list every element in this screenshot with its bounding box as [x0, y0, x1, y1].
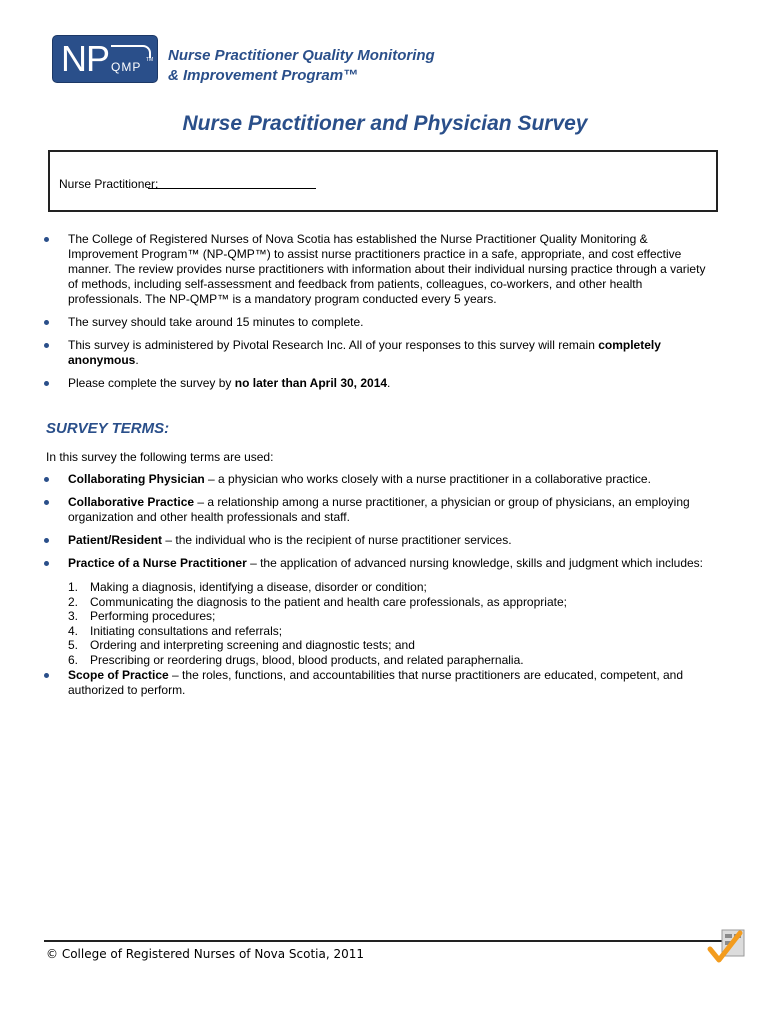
bullet-icon: [44, 477, 49, 482]
intro-bullet: [0, 376, 770, 391]
nurse-practitioner-label: Nurse Practitioner:: [59, 177, 159, 191]
numbered-item: [68, 653, 567, 668]
program-title-line2: & Improvement Program™: [168, 67, 359, 84]
intro-bullet-text: Please complete the survey by: [68, 376, 235, 390]
terms-list: [0, 472, 770, 579]
term-definition: – the application of advanced nursing knowledge, skills and judgment which includes:: [246, 556, 704, 570]
np-qmp-logo: [52, 35, 158, 83]
item-text: Performing procedures;: [90, 609, 216, 623]
intro-bullet-text: The College of Registered Nurses of Nova Scotia has established the Nurse Practitioner Quality Monitoring & Improvement Program™ (NP-QMP™) to assist nurse practitioners practice in a safe, appropriate, and cost effective manner. The review provides nurse practitioners with information about their individual nursing practice through a variety of methods, including self-assessment and feedback from patients, colleagues, co-workers, and other health professionals. The NP-QMP™ is a mandatory program conducted every 5 years.: [68, 232, 706, 306]
footer-copyright: © College of Registered Nurses of Nova Scotia, 2011: [46, 947, 365, 961]
bullet-icon: [44, 381, 49, 386]
logo-arc: [111, 45, 151, 58]
term-name: Collaborative Practice: [68, 495, 195, 509]
bullet-icon: [44, 500, 49, 505]
item-number: 4.: [68, 623, 79, 638]
term-definition: – the roles, functions, and accountabilities that nurse practitioners are educated, competent, and authorized to perform.: [68, 668, 684, 697]
bullet-icon: [44, 343, 49, 348]
survey-terms-heading: SURVEY TERMS:: [46, 420, 170, 437]
bullet-icon: [44, 561, 49, 566]
footer-divider: [44, 940, 738, 942]
term-item: [0, 533, 770, 548]
term-definition: – the individual who is the recipient of nurse practitioner services.: [162, 533, 512, 547]
anonymous-emphasis: completely anonymous: [68, 338, 661, 367]
item-text: Making a diagnosis, identifying a disease, disorder or condition;: [90, 580, 427, 594]
item-number: 6.: [68, 652, 79, 667]
item-number: 3.: [68, 609, 79, 623]
term-name: Patient/Resident: [68, 533, 163, 547]
intro-bullet: [0, 232, 770, 307]
program-title-line1: Nurse Practitioner Quality Monitoring: [168, 47, 435, 64]
bullet-icon: [44, 237, 49, 242]
term-item: [0, 472, 770, 487]
term-item: [0, 668, 770, 698]
numbered-item: [68, 580, 567, 595]
logo-qmp-text: QMP: [111, 60, 142, 74]
intro-bullet-text-end: .: [135, 353, 139, 367]
item-text: Communicating the diagnosis to the patient and health care professionals, as appropriate;: [90, 594, 567, 609]
intro-bullet-text-end: .: [387, 376, 391, 390]
practice-numbered-list: [68, 580, 567, 667]
intro-bullet: [0, 315, 770, 330]
survey-terms-intro: In this survey the following terms are used:: [46, 450, 274, 464]
item-text: Ordering and interpreting screening and diagnostic tests; and: [90, 638, 415, 652]
item-number: 5.: [68, 638, 79, 652]
term-definition: – a physician who works closely with a nurse practitioner in a collaborative practice.: [204, 472, 651, 486]
numbered-item: [68, 609, 567, 624]
term-item: [0, 495, 770, 525]
checkmark-icon: [706, 927, 748, 967]
item-number: 1.: [68, 580, 79, 594]
bullet-icon: [44, 538, 49, 543]
item-number: 2.: [68, 594, 79, 609]
program-title: [168, 46, 468, 86]
survey-title: Nurse Practitioner and Physician Survey: [182, 112, 588, 135]
intro-bullet-text: This survey is administered by Pivotal Research Inc. All of your responses to this survey will remain: [68, 338, 599, 352]
term-name: Practice of a Nurse Practitioner: [68, 556, 247, 570]
item-text: Initiating consultations and referrals;: [90, 623, 283, 638]
term-name: Scope of Practice: [68, 668, 169, 682]
term-definition: – a relationship among a nurse practitioner, a physician or group of physicians, an employing organization and other health professionals and staff.: [68, 495, 690, 524]
terms-list-continued: [0, 668, 770, 698]
logo-tm-text: TM: [146, 57, 154, 63]
bullet-icon: [44, 673, 49, 678]
term-item: [0, 556, 770, 571]
intro-bullet-text: The survey should take around 15 minutes to complete.: [68, 315, 364, 329]
nurse-practitioner-box: [48, 150, 718, 212]
intro-bullet-list: [0, 232, 770, 399]
numbered-item: [68, 638, 567, 653]
numbered-item: [68, 595, 567, 610]
item-text: Prescribing or reordering drugs, blood, blood products, and related paraphernalia.: [90, 652, 524, 667]
intro-bullet: [0, 338, 770, 368]
logo-np-text: NP: [61, 38, 110, 79]
term-name: Collaborating Physician: [68, 472, 205, 486]
numbered-item: [68, 624, 567, 639]
bullet-icon: [44, 320, 49, 325]
deadline-emphasis: no later than April 30, 2014: [234, 376, 388, 390]
nurse-practitioner-field[interactable]: [148, 188, 316, 189]
